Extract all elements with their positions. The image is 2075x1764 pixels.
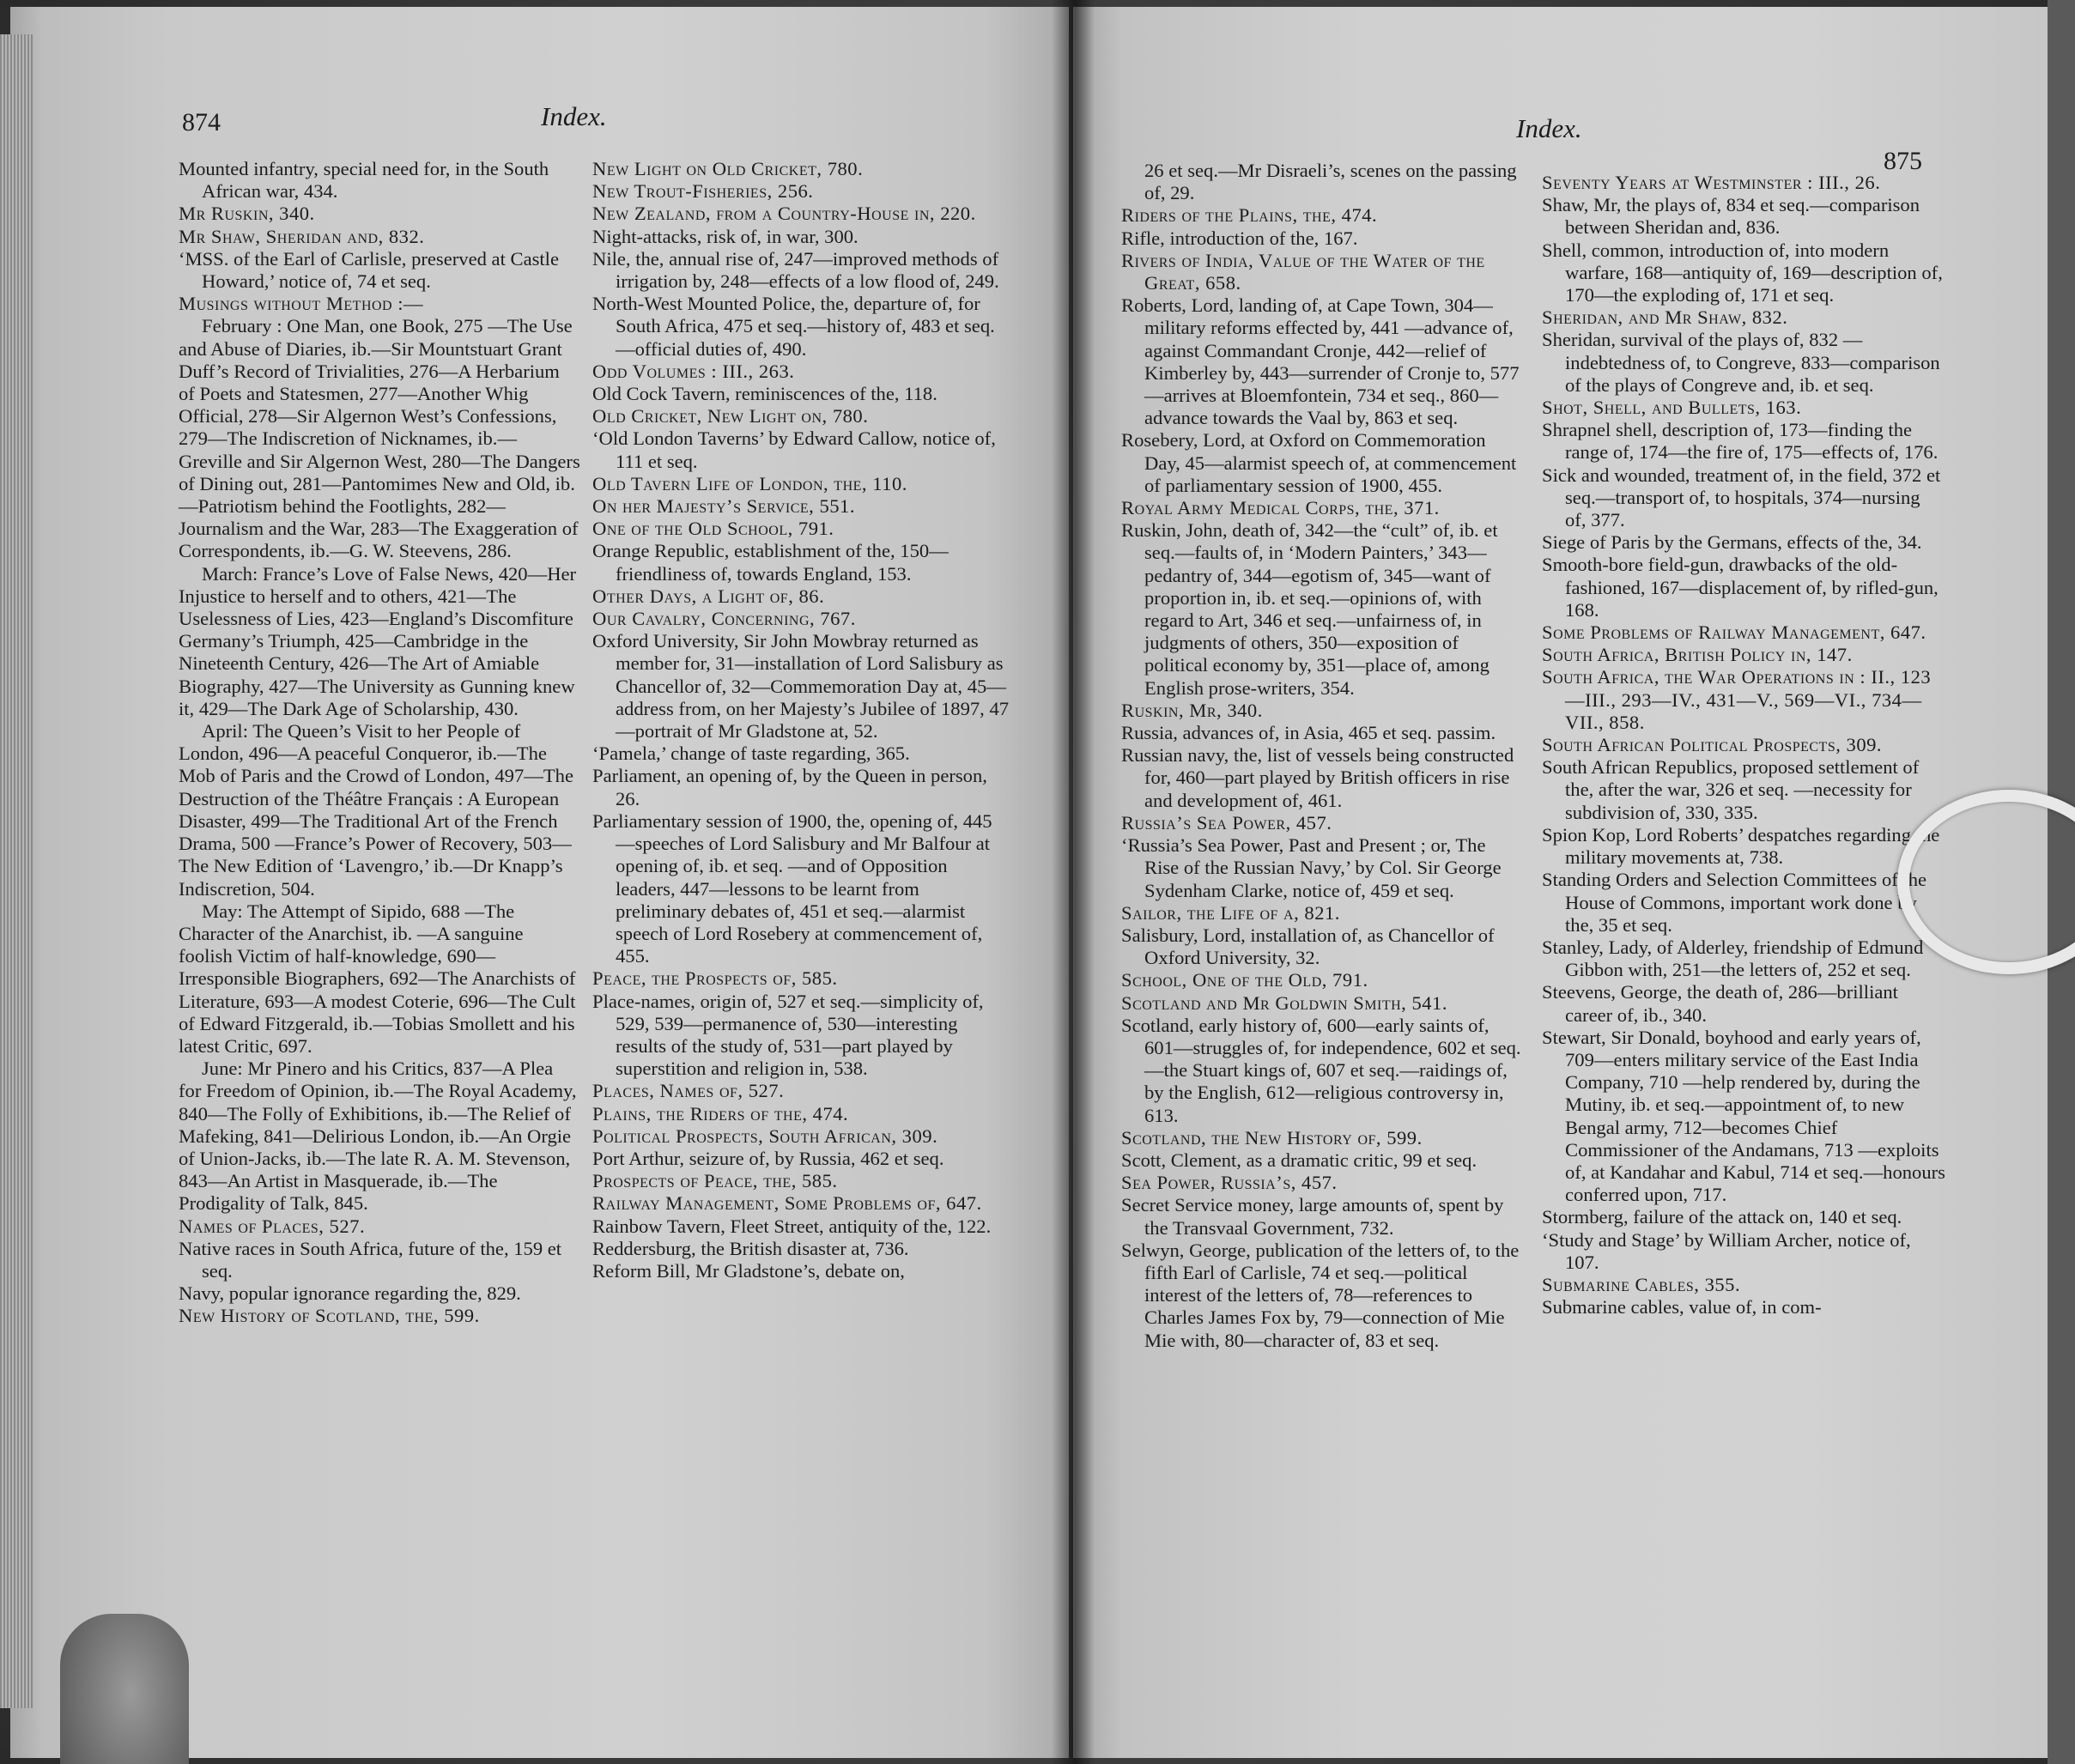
index-entry: Sick and wounded, treatment of, in the field, 372 et seq.—transport of, to hospitals, 374—nursing of, 377. xyxy=(1542,464,1941,531)
index-entry: New Light on Old Cricket, 780. xyxy=(592,158,864,179)
running-head-left xyxy=(541,101,607,132)
index-entry: Sailor, the Life of a, 821. xyxy=(1121,901,1340,924)
index-entry: Roberts, Lord, landing of, at Cape Town, 304—military reforms effected by, 441 —advance of, against Commandant Cronje, 442—relief of Kimberley by, 443—surrender of Cronje to, 577—arrives at Bloemfontein, 734 et seq., 860—advance towards the Vaal by, 863 et seq. xyxy=(1121,294,1520,429)
index-entry: Old Cock Tavern, reminiscences of the, 118. xyxy=(592,383,937,405)
index-entry: Scotland, the New History of, 599. xyxy=(1121,1126,1423,1149)
index-entry: Oxford University, Sir John Mowbray returned as member for, 31—installation of Lord Salisbury as Chancellor of, 32—Commemoration Day at, 45—address from, on her Majesty’s Jubilee of 1897, 47—portrait of Mr Gladstone at, 52. xyxy=(592,630,1010,743)
index-entry: Port Arthur, seizure of, by Russia, 462 et seq. xyxy=(592,1147,944,1169)
index-column-right-2 xyxy=(1542,172,1945,1318)
index-entry: South African Political Prospects, 309. xyxy=(1542,734,1883,756)
index-entry: Plains, the Riders of the, 474. xyxy=(592,1102,849,1124)
index-entry: South Africa, British Policy in, 147. xyxy=(1542,644,1853,666)
thumb xyxy=(60,1614,189,1764)
index-entry: Sheridan, survival of the plays of, 832 —indebtedness of, to Congreve, 833—comparison of the plays of Congreve and, ib. et seq. xyxy=(1542,329,1940,396)
index-entry: Stanley, Lady, of Alderley, friendship of Edmund Gibbon with, 251—the letters of, 252 et seq. xyxy=(1542,936,1924,981)
running-head-left-text: Index. xyxy=(541,101,607,131)
index-entry: Mr Shaw, Sheridan and, 832. xyxy=(179,225,425,247)
index-entry: Peace, the Prospects of, 585. xyxy=(592,967,838,990)
index-entry: June: Mr Pinero and his Critics, 837—A Plea for Freedom of Opinion, ib.—The Royal Academy, 840—The Folly of Exhibitions, ib.—The Relief of Mafeking, 841—Delirious London, ib.—An Orgie of Union-Jacks, ib.—The late R. A. M. Stevenson, 843—An Artist in Masquerade, ib.—The Prodigality of Talk, 845. xyxy=(179,1058,577,1215)
index-entry: ‘MSS. of the Earl of Carlisle, preserved at Castle Howard,’ notice of, 74 et seq. xyxy=(179,247,559,293)
index-entry: Rivers of India, Value of the Water of the Great, 658. xyxy=(1121,249,1485,294)
index-entry: Ruskin, John, death of, 342—the “cult” of, ib. et seq.—faults of, in ‘Modern Painters,’ 343—pedantry of, 344—egotism of, 345—want of proportion in, ib. et seq.—opinions of, with regard to Art, 346 et seq.—unfairness of, in judgments of others, 350—exposition of political economy by, 351—place of, among English prose-writers, 354. xyxy=(1121,519,1498,699)
index-entry: On her Majesty’s Service, 551. xyxy=(592,495,856,518)
page-number-right: 875 xyxy=(1884,147,1922,175)
running-head-right xyxy=(1516,113,1582,144)
index-entry: One of the Old School, 791. xyxy=(592,518,834,540)
index-entry: Submarine cables, value of, in com- xyxy=(1542,1296,1822,1318)
index-entry: ‘Study and Stage’ by William Archer, notice of, 107. xyxy=(1542,1228,1911,1273)
index-entry: Sheridan, and Mr Shaw, 832. xyxy=(1542,306,1788,329)
index-entry: Steevens, George, the death of, 286—brilliant career of, ib., 340. xyxy=(1542,981,1898,1026)
index-entry: ‘Russia’s Sea Power, Past and Present ; or, The Rise of the Russian Navy,’ by Col. Sir George Sydenham Clarke, notice of, 459 et seq. xyxy=(1121,834,1502,901)
index-entry: Mr Ruskin, 340. xyxy=(179,203,315,225)
index-entry: Selwyn, George, publication of the letters of, to the fifth Earl of Carlisle, 74 et seq.—political interest of the letters of, 78—references to Charles James Fox by, 79—connection of Mie Mie with, 80—character of, 83 et seq. xyxy=(1121,1239,1520,1351)
index-entry: Scotland, early history of, 600—early saints of, 601—struggles of, for independence, 602 et seq.—the Stuart kings of, 607 et seq.—raidings of, by the English, 612—religious controversy in, 613. xyxy=(1121,1014,1521,1126)
index-entry: North-West Mounted Police, the, departure of, for South Africa, 475 et seq.—history of, 483 et seq.—official duties of, 490. xyxy=(592,293,995,360)
index-entry: Shrapnel shell, description of, 173—finding the range of, 174—the fire of, 175—effects of, 176. xyxy=(1542,419,1938,464)
index-entry: Rosebery, Lord, at Oxford on Commemoration Day, 45—alarmist speech of, at commencement of parliamentary session of 1900, 455. xyxy=(1121,429,1517,496)
index-entry: April: The Queen’s Visit to her People of London, 496—A peaceful Conqueror, ib.—The Mob of Paris and the Crowd of London, 497—The Destruction of the Théâtre Français : A European Disaster, 499—The Traditional Art of the French Drama, 500 —France’s Power of Recovery, 503—The New Edition of ‘Lavengro,’ ib.—Dr Knapp’s Indiscretion, 504. xyxy=(179,720,573,900)
index-entry: Musings without Method :— xyxy=(179,293,424,315)
index-entry: Submarine Cables, 355. xyxy=(1542,1273,1741,1295)
index-entry: Rifle, introduction of the, 167. xyxy=(1121,227,1358,249)
index-entry: Other Days, a Light of, 86. xyxy=(592,585,825,607)
index-entry: Old Tavern Life of London, the, 110. xyxy=(592,472,907,494)
index-entry: Parliamentary session of 1900, the, opening of, 445—speeches of Lord Salisbury and Mr Balfour at opening of, ib. et seq. —and of Opposition leaders, 447—lessons to be learnt from preliminary debates of, 451 et seq.—alarmist speech of Lord Rosebery at commencement of, 455. xyxy=(592,809,992,967)
index-entry: New Trout-Fisheries, 256. xyxy=(592,180,814,203)
index-entry: School, One of the Old, 791. xyxy=(1121,969,1368,991)
index-entry: New History of Scotland, the, 599. xyxy=(179,1305,480,1327)
index-entry: Place-names, origin of, 527 et seq.—simplicity of, 529, 539—permanence of, 530—interesting results of the study of, 531—part played by superstition and religion in, 538. xyxy=(592,990,984,1080)
index-entry: Siege of Paris by the Germans, effects of the, 34. xyxy=(1542,531,1922,554)
book-gutter xyxy=(1052,0,1095,1764)
index-entry: Russia, advances of, in Asia, 465 et seq. passim. xyxy=(1121,722,1496,744)
index-entry: Smooth-bore field-gun, drawbacks of the old-fashioned, 167—displacement of, by rifled-gun, 168. xyxy=(1542,554,1938,621)
index-entry: Names of Places, 527. xyxy=(179,1215,366,1237)
index-entry: New Zealand, from a Country-House in, 220. xyxy=(592,203,976,225)
index-entry: March: France’s Love of False News, 420—Her Injustice to herself and to others, 421—The Uselessness of Lies, 423—England’s Discomfiture Germany’s Triumph, 425—Cambridge in the Nineteenth Century, 426—The Art of Amiable Biography, 427—The University as Gunning knew it, 429—The Dark Age of Scholarship, 430. xyxy=(179,562,577,719)
index-entry: February : One Man, one Book, 275 —The Use and Abuse of Diaries, ib.—Sir Mountstuart Grant Duff’s Record of Trivialities, 276—A Herbarium of Poets and Statesmen, 277—Another Whig Official, 278—Sir Algernon West’s Confessions, 279—The Indiscretion of Nicknames, ib.—Greville and Sir Algernon West, 280—The Dangers of Dining out, 281—Pantomimes New and Old, ib.—Patriotism behind the Footlights, 282—Journalism and the War, 283—The Exaggeration of Correspondents, ib.—G. W. Steevens, 286. xyxy=(179,315,580,562)
index-entry: Spion Kop, Lord Roberts’ despatches regarding the military movements at, 738. xyxy=(1542,823,1940,869)
index-entry: Stewart, Sir Donald, boyhood and early years of, 709—enters military service of the East India Company, 710 —help rendered by, during the Mutiny, ib. et seq.—appointment of, to new Bengal army, 712—becomes Chief Commissioner of the Andamans, 713 —exploits of, at Kandahar and Kabul, 714 et seq.—honours conferred upon, 717. xyxy=(1542,1026,1945,1206)
index-entry: Shaw, Mr, the plays of, 834 et seq.—comparison between Sheridan and, 836. xyxy=(1542,194,1920,239)
index-entry: ‘Old London Taverns’ by Edward Callow, notice of, 111 et seq. xyxy=(592,427,996,472)
index-entry: South African Republics, proposed settlement of the, after the war, 326 et seq. —necessity for subdivision of, 330, 335. xyxy=(1542,756,1920,823)
index-entry: Political Prospects, South African, 309. xyxy=(592,1124,938,1147)
index-entry: Secret Service money, large amounts of, spent by the Transvaal Government, 732. xyxy=(1121,1194,1504,1239)
index-column-left-2 xyxy=(592,158,1011,1282)
index-entry: Russia’s Sea Power, 457. xyxy=(1121,811,1332,834)
index-entry: Royal Army Medical Corps, the, 371. xyxy=(1121,497,1440,519)
index-entry: Old Cricket, New Light on, 780. xyxy=(592,405,869,427)
index-entry: Prospects of Peace, the, 585. xyxy=(592,1170,838,1192)
index-entry: Riders of the Plains, the, 474. xyxy=(1121,204,1378,227)
index-entry: Sea Power, Russia’s, 457. xyxy=(1121,1172,1338,1194)
index-entry: ‘Pamela,’ change of taste regarding, 365. xyxy=(592,743,910,765)
index-entry: Parliament, an opening of, by the Queen in person, 26. xyxy=(592,765,987,809)
index-entry: Russian navy, the, list of vessels being constructed for, 460—part played by British officers in rise and development of, 461. xyxy=(1121,744,1514,811)
index-entry: Seventy Years at Westminster : III., 26. xyxy=(1542,172,1881,193)
index-entry: Places, Names of, 527. xyxy=(592,1080,785,1102)
index-entry: 26 et seq.—Mr Disraeli’s, scenes on the passing of, 29. xyxy=(1144,160,1517,204)
index-entry: Night-attacks, risk of, in war, 300. xyxy=(592,225,859,247)
index-entry: Stormberg, failure of the attack on, 140 et seq. xyxy=(1542,1206,1902,1228)
index-entry: Rainbow Tavern, Fleet Street, antiquity of the, 122. xyxy=(592,1215,992,1237)
index-entry: South Africa, the War Operations in : II., 123—III., 293—IV., 431—V., 569—VI., 734—VII., 858. xyxy=(1542,666,1932,733)
index-entry: Reform Bill, Mr Gladstone’s, debate on, xyxy=(592,1259,905,1282)
page-edges xyxy=(0,34,34,1708)
index-entry: Nile, the, annual rise of, 247—improved methods of irrigation by, 248—effects of a low flood of, 249. xyxy=(592,247,999,293)
index-entry: Standing Orders and Selection Committees of the House of Commons, important work done by the, 35 et seq. xyxy=(1542,869,1927,936)
index-column-right-1 xyxy=(1121,160,1521,1352)
index-entry: Navy, popular ignorance regarding the, 829. xyxy=(179,1282,521,1305)
index-entry: Orange Republic, establishment of the, 150—friendliness of, towards England, 153. xyxy=(592,540,949,585)
index-entry: Some Problems of Railway Management, 647. xyxy=(1542,621,1926,644)
index-entry: Ruskin, Mr, 340. xyxy=(1121,699,1263,721)
index-entry: Scotland and Mr Goldwin Smith, 541. xyxy=(1121,991,1447,1014)
index-entry: Reddersburg, the British disaster at, 736. xyxy=(592,1237,909,1259)
index-entry: Railway Management, Some Problems of, 647. xyxy=(592,1192,982,1215)
running-head-right-text: Index. xyxy=(1516,113,1582,143)
index-entry: Shot, Shell, and Bullets, 163. xyxy=(1542,397,1802,419)
index-entry: Scott, Clement, as a dramatic critic, 99 et seq. xyxy=(1121,1149,1477,1171)
index-entry: Salisbury, Lord, installation of, as Chancellor of Oxford University, 32. xyxy=(1121,924,1495,969)
index-entry: Mounted infantry, special need for, in the South African war, 434. xyxy=(179,158,549,203)
index-entry: Our Cavalry, Concerning, 767. xyxy=(592,608,856,630)
index-column-left-1 xyxy=(179,158,580,1328)
index-entry: Native races in South Africa, future of the, 159 et seq. xyxy=(179,1237,562,1282)
left-page xyxy=(10,7,1069,1758)
page-number-left: 874 xyxy=(182,108,221,136)
index-entry: Shell, common, introduction of, into modern warfare, 168—antiquity of, 169—description of, 170—the exploding of, 171 et seq. xyxy=(1542,239,1943,306)
index-entry: Odd Volumes : III., 263. xyxy=(592,360,795,382)
index-entry: May: The Attempt of Sipido, 688 —The Character of the Anarchist, ib. —A sanguine foolish Victim of half-knowledge, 690—Irresponsible Biographers, 692—The Anarchists of Literature, 693—A modest Coterie, 696—The Cult of Edward Fitzgerald, ib.—Tobias Smollett and his latest Critic, 697. xyxy=(179,900,576,1057)
